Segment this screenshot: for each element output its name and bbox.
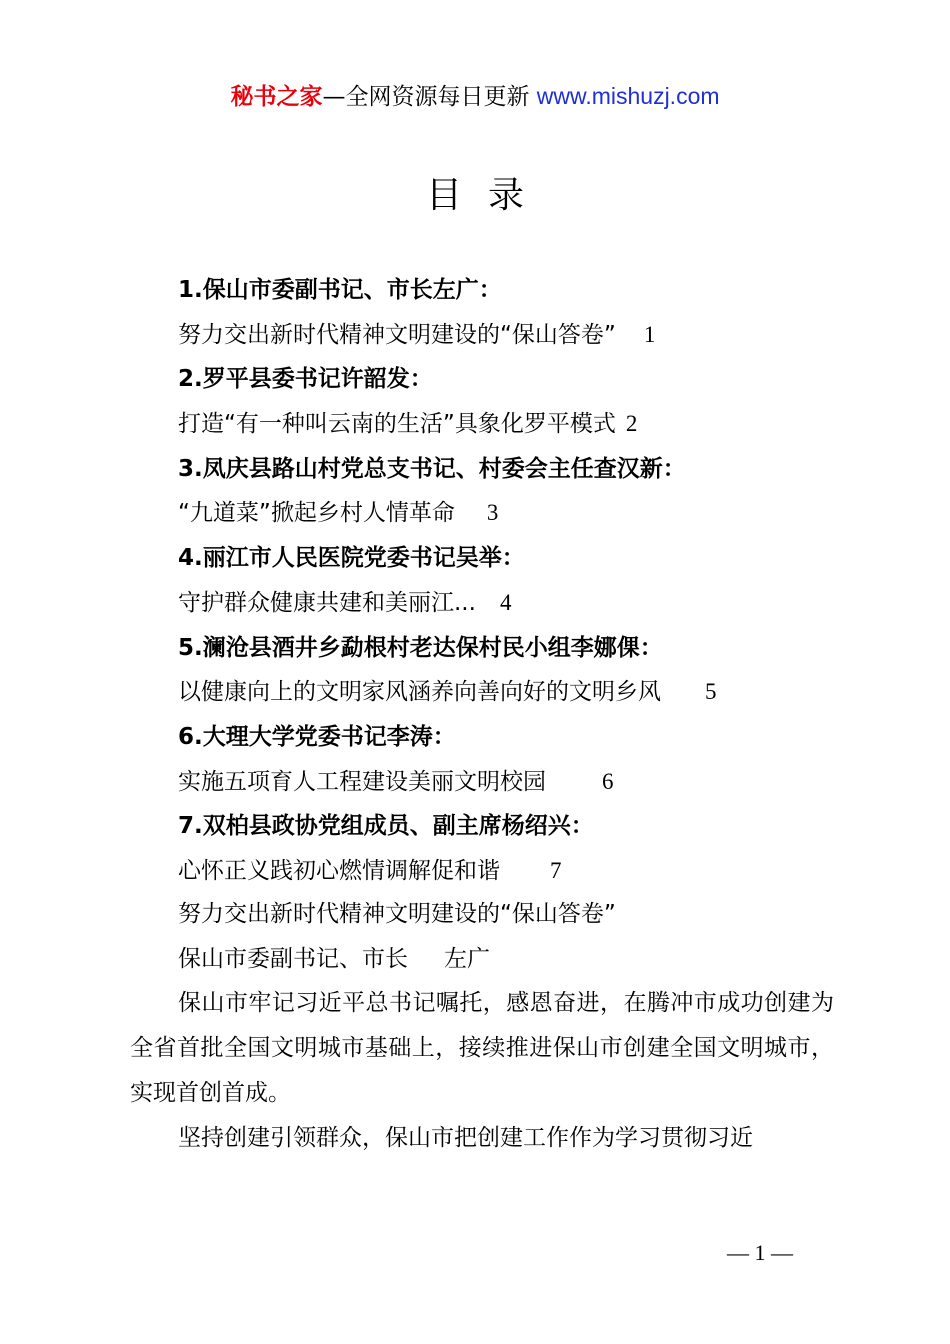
toc-entry[interactable] [178, 626, 878, 715]
toc-entry-page: 6 [602, 768, 614, 794]
article-body [130, 892, 834, 1161]
toc-entry[interactable] [178, 715, 878, 804]
brand-slogan: —全网资源每日更新 [322, 84, 530, 110]
toc-entry[interactable] [178, 536, 878, 625]
author-name: 左广 [444, 945, 490, 972]
brand-name: 秘书之家 [230, 84, 323, 110]
toc-entry-subtitle: 实施五项育人工程建设美丽文明校园 [178, 768, 546, 795]
article-byline [130, 937, 834, 982]
article-title: 努力交出新时代精神文明建设的“保山答卷” [178, 901, 616, 927]
article-paragraph: 保山市牢记习近平总书记嘱托，感恩奋进，在腾冲市成功创建为全省首批全国文明城市基础上，接续推进保山市创建全国文明城市，实现首创首成。 [130, 990, 834, 1107]
toc-entry-subtitle: 心怀正义践初心燃情调解促和谐 [178, 857, 500, 884]
site-url-link[interactable]: www.mishuzj.com [536, 83, 720, 109]
toc-entry[interactable] [178, 357, 878, 446]
toc-entry-heading: 6.大理大学党委书记李涛： [178, 723, 456, 750]
toc-entry-page: 5 [705, 679, 717, 705]
site-banner [0, 80, 950, 113]
toc-entry-heading: 1.保山市委副书记、市长左广： [178, 277, 502, 303]
page-number: — 1 — [727, 1240, 793, 1265]
toc-entry[interactable] [178, 268, 878, 357]
toc-title: 目录 [425, 175, 550, 216]
toc-entry-heading: 4.丽江市人民医院党委书记吴举： [178, 545, 525, 572]
article-paragraph: 坚持创建引领群众，保山市把创建工作作为学习贯彻习近 [178, 1125, 753, 1152]
toc-entry-page: 1 [643, 321, 656, 347]
toc-entry-heading: 3.凤庆县路山村党总支书记、村委会主任查汉新： [178, 455, 686, 482]
toc-entry-subtitle: 守护群众健康共建和美丽江... [178, 589, 476, 616]
toc-entry-heading: 2.罗平县委书记许韶发： [178, 366, 433, 393]
toc-entry-page: 4 [499, 589, 512, 615]
toc-entry[interactable] [178, 447, 878, 536]
toc-entry-subtitle: “九道菜”掀起乡村人情革命 [178, 500, 455, 527]
table-of-contents [178, 268, 878, 894]
toc-entry-subtitle: 努力交出新时代精神文明建设的“保山答卷” [178, 321, 616, 348]
toc-entry-page: 2 [625, 411, 638, 437]
toc-entry-subtitle: 打造“有一种叫云南的生活”具象化罗平模式 [178, 411, 616, 438]
toc-entry-page: 7 [550, 857, 562, 883]
author-role: 保山市委副书记、市长 [178, 945, 408, 972]
toc-entry-heading: 7.双柏县政协党组成员、副主席杨绍兴： [178, 813, 594, 840]
toc-entry[interactable] [178, 804, 878, 893]
toc-entry-heading: 5.澜沧县酒井乡勐根村老达保村民小组李娜倮： [178, 634, 663, 661]
toc-entry-subtitle: 以健康向上的文明家风涵养向善向好的文明乡风 [178, 679, 661, 706]
toc-entry-page: 3 [486, 500, 499, 526]
